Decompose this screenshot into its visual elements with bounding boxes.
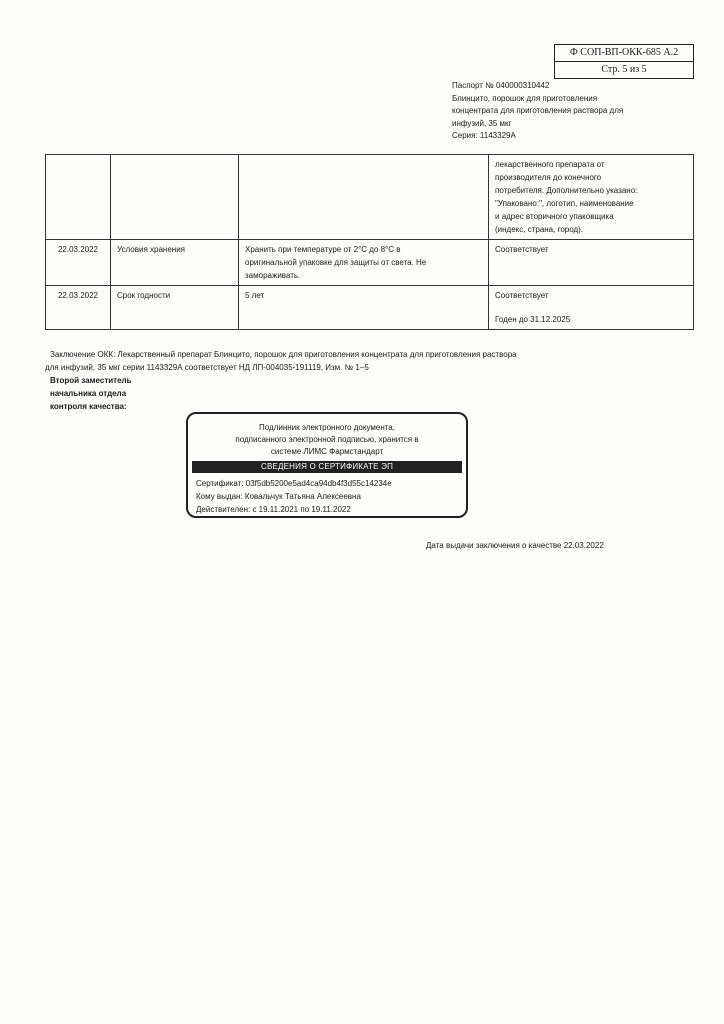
passport-product-line: инфузий, 35 мкг: [452, 118, 512, 128]
passport-product-line: Блинцито, порошок для приготовления: [452, 93, 598, 103]
signer-title: [50, 374, 170, 413]
signer-line: Второй заместитель: [50, 376, 132, 385]
passport-header: [452, 80, 642, 143]
result-line: Соответствует: [495, 291, 549, 300]
stamp-issued-to: Кому выдан: Ковальчук Татьяна Алексеевна: [196, 492, 361, 501]
passport-product-line: концентрата для приготовления раствора для: [452, 106, 624, 115]
passport-series: Серия: 1143329А: [452, 131, 516, 140]
table-cell-requirement: [239, 240, 489, 286]
result-line: и адрес вторичного упаковщика: [495, 212, 614, 221]
stamp-header-line: подписанного электронной подписью, хранится в: [235, 435, 419, 444]
table-cell-date: 22.03.2022: [46, 286, 111, 330]
table-cell-indicator: Срок годности: [111, 286, 239, 330]
stamp-valid: Действителен: с 19.11.2021 по 19.11.2022: [196, 505, 351, 514]
quality-table: [45, 154, 694, 330]
conclusion-line: для инфузий, 35 мкг серии 1143329А соответствует НД ЛП-004035-191119, Изм. № 1–5: [45, 363, 369, 372]
conclusion: [45, 348, 605, 374]
conclusion-line: Заключение ОКК: Лекарственный препарат Блинцито, порошок для приготовления концентрата для приготовления раствора: [50, 350, 517, 359]
issue-date: Дата выдачи заключения о качестве 22.03.2022: [426, 541, 604, 550]
requirement-line: Хранить при температуре от 2°С до 8°С в: [245, 245, 401, 254]
result-line: лекарственного препарата от: [495, 160, 605, 169]
table-cell-date: [46, 155, 111, 240]
table-cell-result: [489, 155, 694, 240]
form-code-box: [554, 44, 694, 79]
passport-number: Паспорт № 040000310442: [452, 81, 550, 90]
table-cell-indicator: [111, 155, 239, 240]
result-line: "Упаковано:", логотип, наименование: [495, 199, 634, 208]
table-cell-requirement: [239, 155, 489, 240]
stamp-certificate-bar: СВЕДЕНИЯ О СЕРТИФИКАТЕ ЭП: [192, 461, 462, 473]
expiry-line: Годен до 31.12.2025: [495, 315, 571, 324]
table-row: [46, 286, 694, 330]
stamp-certificate: Сертификат: 03f5db5200e5ad4ca94db4f3d55c14234e: [196, 479, 392, 488]
result-line: потребителя. Дополнительно указано:: [495, 186, 638, 195]
table-row: [46, 155, 694, 240]
stamp-header-line: Подлинник электронного документа,: [259, 423, 395, 432]
result-line: производителя до конечного: [495, 173, 602, 182]
requirement-line: замораживать.: [245, 271, 301, 280]
requirement-line: оригинальной упаковке для защиты от света. Не: [245, 258, 427, 267]
stamp-header: [188, 414, 466, 458]
table-row: [46, 240, 694, 286]
form-code: Ф СОП-ВП-ОКК-685 А.2: [555, 45, 693, 62]
table-cell-result: Соответствует: [489, 240, 694, 286]
table-cell-indicator: Условия хранения: [111, 240, 239, 286]
table-cell-date: 22.03.2022: [46, 240, 111, 286]
result-line: (индекс, страна, город).: [495, 225, 584, 234]
e-signature-stamp: [186, 412, 468, 518]
table-cell-result: [489, 286, 694, 330]
signer-line: контроля качества:: [50, 402, 127, 411]
page-number: Стр. 5 из 5: [601, 64, 647, 75]
stamp-header-line: системе ЛИМС Фармстандарт: [270, 447, 384, 456]
table-cell-requirement: 5 лет: [239, 286, 489, 330]
signer-line: начальника отдела: [50, 389, 127, 398]
